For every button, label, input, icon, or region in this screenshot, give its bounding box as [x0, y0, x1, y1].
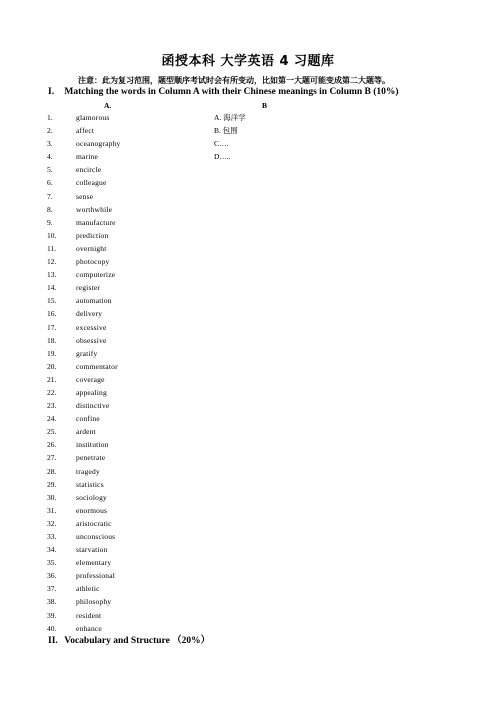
item-word: distinctive [76, 401, 110, 411]
list-item [47, 111, 307, 124]
list-item [47, 582, 307, 595]
column-a-heading: A. [104, 101, 112, 110]
item-word: computerize [76, 270, 116, 280]
item-number: 12. [47, 257, 57, 267]
item-number: 29. [47, 479, 57, 489]
item-number: 3. [47, 139, 53, 149]
item-number: 34. [47, 545, 57, 555]
item-number: 8. [47, 204, 53, 214]
item-word: encircle [76, 165, 102, 175]
list-item [47, 569, 307, 582]
item-word: penetrate [76, 453, 106, 463]
item-word: delivery [76, 309, 103, 319]
item-word: tragedy [76, 466, 100, 476]
item-number: 31. [47, 505, 57, 515]
list-item [47, 347, 307, 360]
item-number: 10. [47, 230, 57, 240]
list-item [47, 530, 307, 543]
item-word: excessive [76, 322, 107, 332]
item-word: commentator [76, 361, 118, 371]
item-meaning: D….. [214, 152, 231, 162]
item-number: 27. [47, 453, 57, 463]
list-item [47, 491, 307, 504]
item-number: 14. [47, 283, 57, 293]
item-number: 19. [47, 348, 57, 358]
list-item [47, 281, 307, 294]
section-2-heading [48, 632, 210, 646]
item-number: 20. [47, 361, 57, 371]
item-word: manufacture [76, 217, 116, 227]
list-item [47, 176, 307, 189]
list-item [47, 268, 307, 281]
item-word: enormous [76, 505, 108, 515]
item-word: worthwhile [76, 204, 113, 214]
item-word: coverage [76, 374, 105, 384]
item-number: 13. [47, 270, 57, 280]
item-number: 26. [47, 440, 57, 450]
list-item [47, 412, 307, 425]
item-number: 25. [47, 427, 57, 437]
item-word: ardent [76, 427, 96, 437]
item-word: overnight [76, 243, 107, 253]
item-word: gratify [76, 348, 98, 358]
item-word: photocopy [76, 257, 110, 267]
item-word: athletic [76, 584, 100, 594]
item-number: 23. [47, 401, 57, 411]
list-item [47, 137, 307, 150]
list-item [47, 465, 307, 478]
list-item [47, 124, 307, 137]
list-item [47, 451, 307, 464]
item-word: oceanography [76, 139, 121, 149]
item-word: prediction [76, 230, 109, 240]
list-item [47, 595, 307, 608]
section-1-number: I. [48, 87, 55, 97]
item-word: starvation [76, 545, 108, 555]
item-word: statistics [76, 479, 104, 489]
exam-note: 注意：此为复习范围，题型顺序考试时会有所变动，比如第一大题可能变成第二大题等。 [78, 76, 390, 85]
section-2-number: II. [48, 636, 58, 646]
item-number: 24. [47, 414, 57, 424]
item-number: 9. [47, 217, 53, 227]
item-number: 22. [47, 387, 57, 397]
item-word: register [76, 283, 101, 293]
list-item [47, 321, 307, 334]
item-number: 33. [47, 532, 57, 541]
item-word: marine [76, 152, 99, 162]
section-1-heading [48, 87, 399, 97]
item-word: professional [76, 571, 116, 581]
item-number: 38. [47, 597, 57, 607]
list-item [47, 609, 307, 622]
list-item [47, 255, 307, 268]
item-word: enhance [76, 623, 102, 633]
column-b-heading: B [262, 101, 268, 110]
list-item [47, 163, 307, 176]
section-2-text: Vocabulary and Structure （20%） [64, 636, 211, 646]
item-number: 36. [47, 571, 57, 581]
item-word: elementary [76, 558, 112, 568]
list-item [47, 373, 307, 386]
item-word: appealing [76, 387, 107, 397]
item-number: 7. [47, 191, 53, 201]
item-word: glamorous [76, 113, 110, 122]
item-number: 28. [47, 466, 57, 476]
item-word: philosophy [76, 597, 112, 607]
item-number: 35. [47, 558, 57, 568]
item-number: 4. [47, 152, 53, 162]
list-item [47, 478, 307, 491]
item-number: 17. [47, 322, 57, 332]
list-item [47, 504, 307, 517]
item-word: aristocratic [76, 518, 112, 528]
list-item [47, 294, 307, 307]
list-item [47, 425, 307, 438]
item-word: colleague [76, 178, 107, 188]
list-item [47, 242, 307, 255]
list-item [47, 543, 307, 556]
list-item [47, 190, 307, 203]
item-number: 15. [47, 296, 57, 306]
item-number: 30. [47, 492, 57, 502]
item-number: 40. [47, 623, 57, 633]
list-item [47, 438, 307, 451]
item-number: 1. [47, 113, 53, 122]
item-word: resident [76, 610, 102, 620]
item-meaning: A. 海洋学 [214, 113, 246, 122]
item-number: 16. [47, 309, 57, 319]
item-word: unconscious [76, 532, 116, 541]
item-meaning: B. 包围 [214, 126, 238, 136]
item-word: sense [76, 191, 94, 201]
list-item [47, 334, 307, 347]
item-number: 37. [47, 584, 57, 594]
list-item [47, 216, 307, 229]
item-meaning: C…. [214, 139, 229, 149]
item-number: 21. [47, 374, 57, 384]
item-word: confine [76, 414, 100, 424]
item-number: 5. [47, 165, 53, 175]
list-item [47, 229, 307, 242]
item-number: 39. [47, 610, 57, 620]
section-1-text: Matching the words in Column A with their Chinese meanings in Column B (10%) [64, 87, 399, 97]
list-item [47, 307, 307, 320]
item-word: automation [76, 296, 112, 306]
item-word: obsessive [76, 335, 107, 345]
list-item [47, 150, 307, 163]
item-word: sociology [76, 492, 107, 502]
item-number: 11. [47, 243, 57, 253]
item-number: 6. [47, 178, 53, 188]
list-item [47, 203, 307, 216]
item-number: 2. [47, 126, 53, 136]
item-number: 18. [47, 335, 57, 345]
item-number: 32. [47, 518, 57, 528]
list-item [47, 399, 307, 412]
list-item [47, 517, 307, 530]
list-item [47, 556, 307, 569]
item-word: institution [76, 440, 109, 450]
word-list [47, 111, 307, 635]
list-item [47, 360, 307, 373]
item-word: affect [76, 126, 95, 136]
list-item [47, 386, 307, 399]
document-title: 函授本科 大学英语 4 习题库 [161, 54, 335, 69]
